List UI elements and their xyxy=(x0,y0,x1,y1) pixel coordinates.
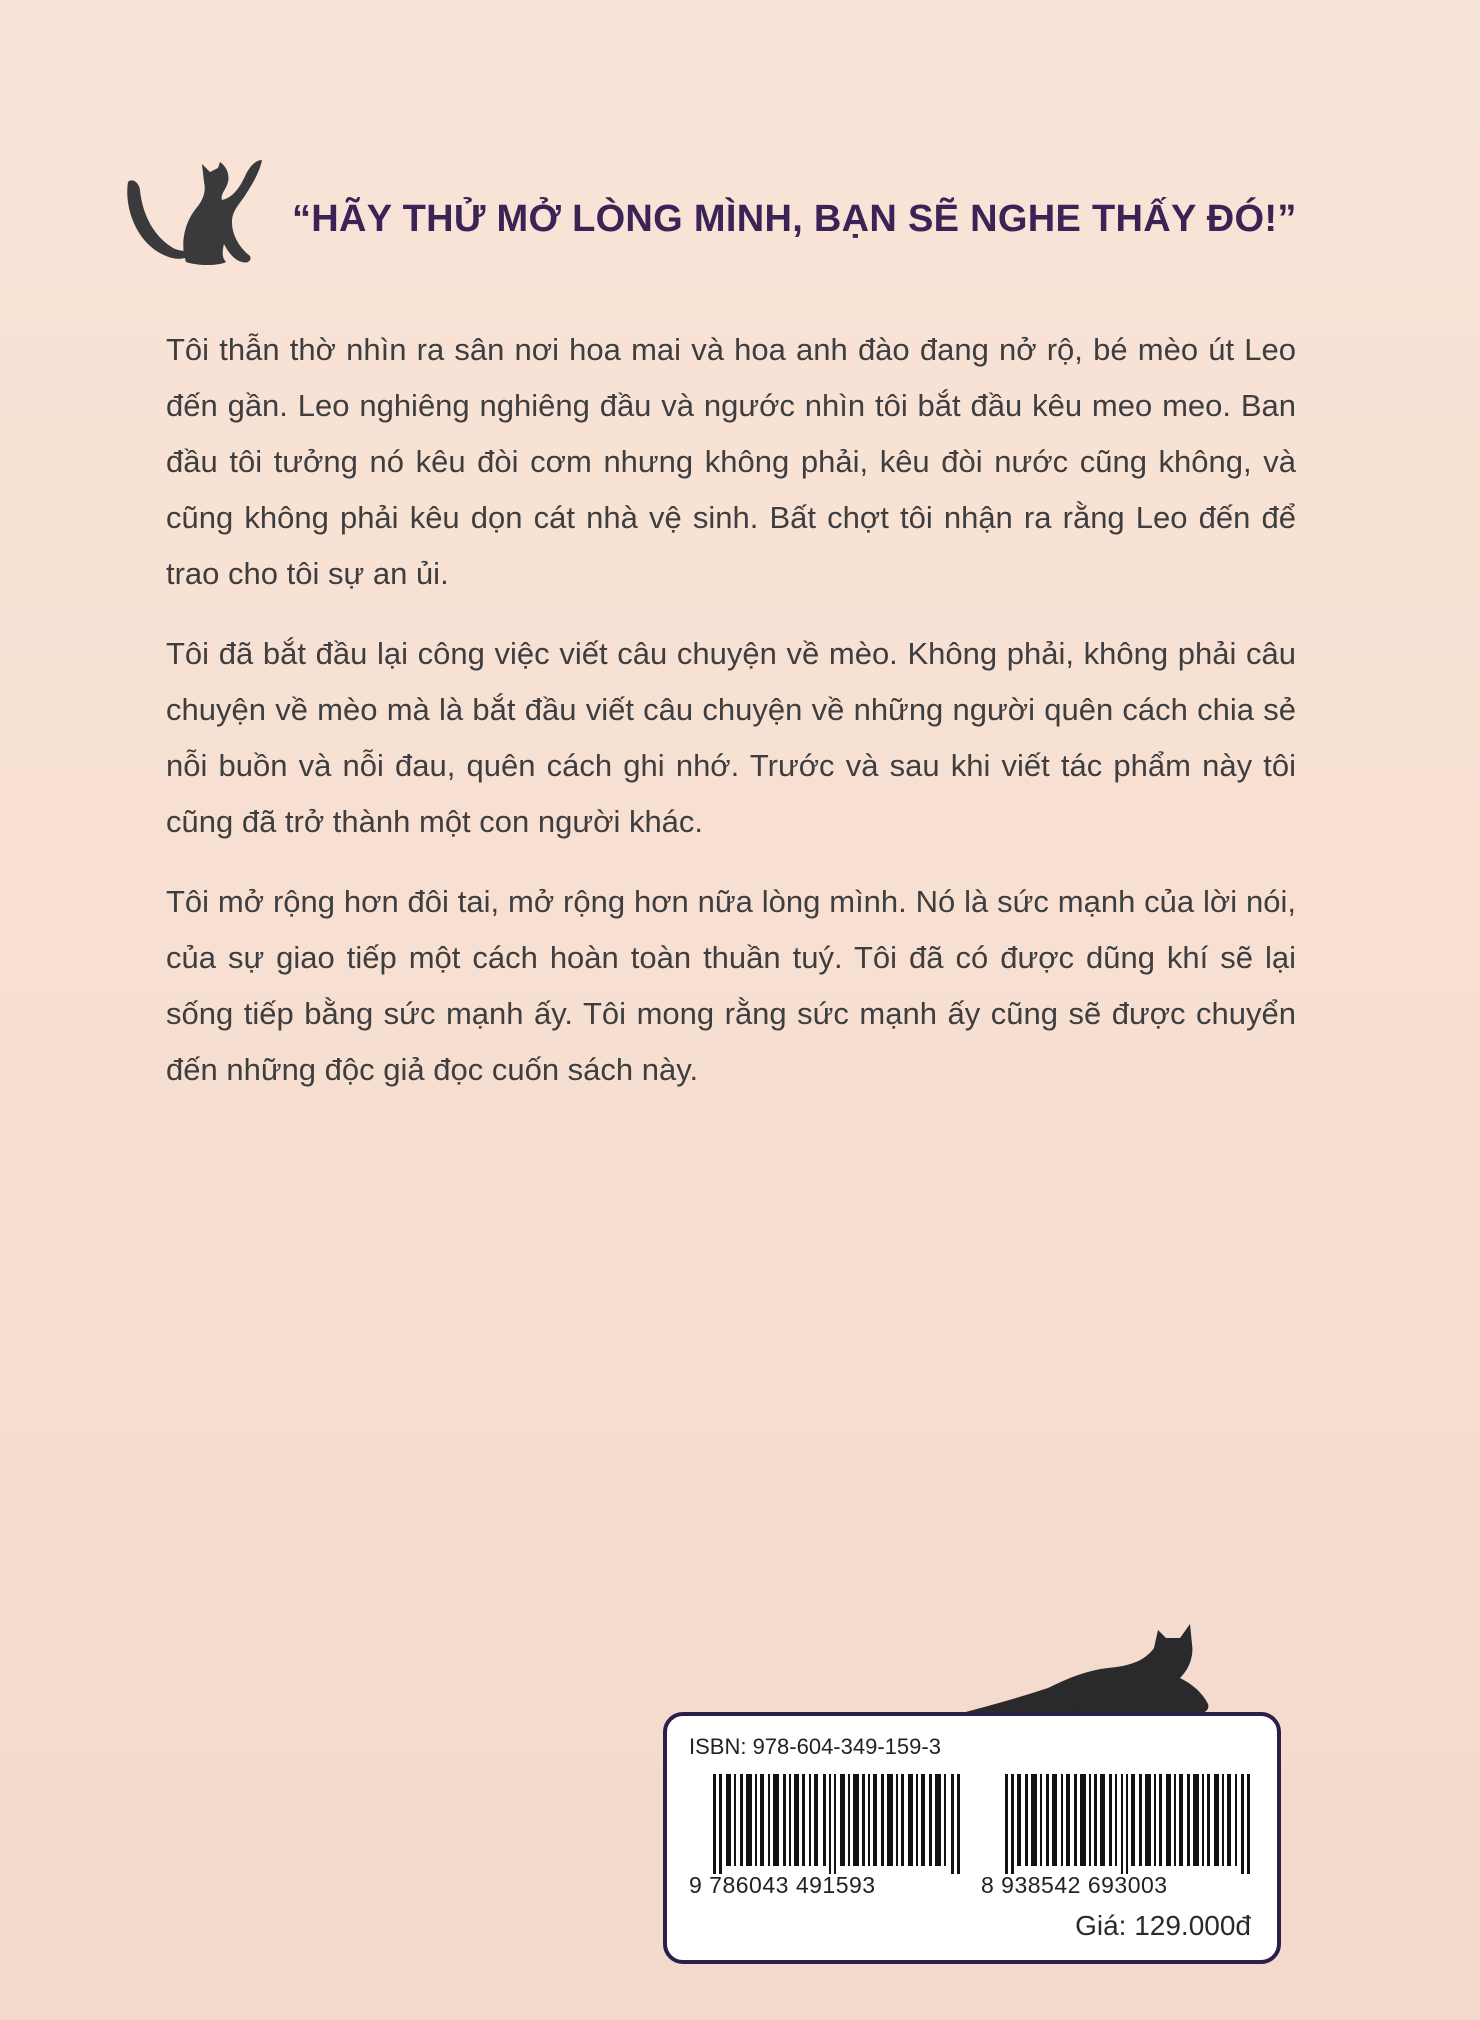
isbn-label: ISBN: 978-604-349-159-3 xyxy=(689,1734,941,1759)
blurb-body xyxy=(166,322,1296,1122)
cat-lying-icon xyxy=(958,1618,1220,1722)
headline-quote: “HÃY THỬ MỞ LÒNG MÌNH, BẠN SẼ NGHE THẤY ĐÓ!” xyxy=(292,198,1297,240)
blurb-paragraph-2: Tôi đã bắt đầu lại công việc viết câu chuyện về mèo. Không phải, không phải câu chuyện về mèo mà là bắt đầu viết câu chuyện về những người quên cách chia sẻ nỗi buồn và nỗi đau, quên cách ghi nhớ. Trước và sau khi viết tác phẩm này tôi cũng đã trở thành một con người khác. xyxy=(166,636,1296,839)
cat-sitting-icon xyxy=(122,152,272,270)
barcode-box xyxy=(663,1712,1281,1964)
isbn-barcode-digits: 9 786043 491593 xyxy=(689,1872,876,1898)
price-label: Giá: 129.000đ xyxy=(1075,1910,1251,1941)
ean-barcode-digits: 8 938542 693003 xyxy=(981,1872,1168,1898)
blurb-paragraph-3: Tôi mở rộng hơn đôi tai, mở rộng hơn nữa lòng mình. Nó là sức mạnh của lời nói, của sự giao tiếp một cách hoàn toàn thuần tuý. Tôi đã có được dũng khí sẽ lại sống tiếp bằng sức mạnh ấy. Tôi mong rằng sức mạnh ấy cũng sẽ được chuyển đến những độc giả đọc cuốn sách này. xyxy=(166,884,1296,1087)
ean-barcode xyxy=(1005,1774,1251,1874)
blurb-paragraph-1: Tôi thẫn thờ nhìn ra sân nơi hoa mai và hoa anh đào đang nở rộ, bé mèo út Leo đến gần. Leo nghiêng nghiêng đầu và ngước nhìn tôi bắt đầu kêu meo meo. Ban đầu tôi tưởng nó kêu đòi cơm nhưng không phải, kêu đòi nước cũng không, và cũng không phải kêu dọn cát nhà vệ sinh. Bất chợt tôi nhận ra rằng Leo đến để trao cho tôi sự an ủi. xyxy=(166,332,1296,591)
isbn-barcode xyxy=(713,1774,961,1874)
